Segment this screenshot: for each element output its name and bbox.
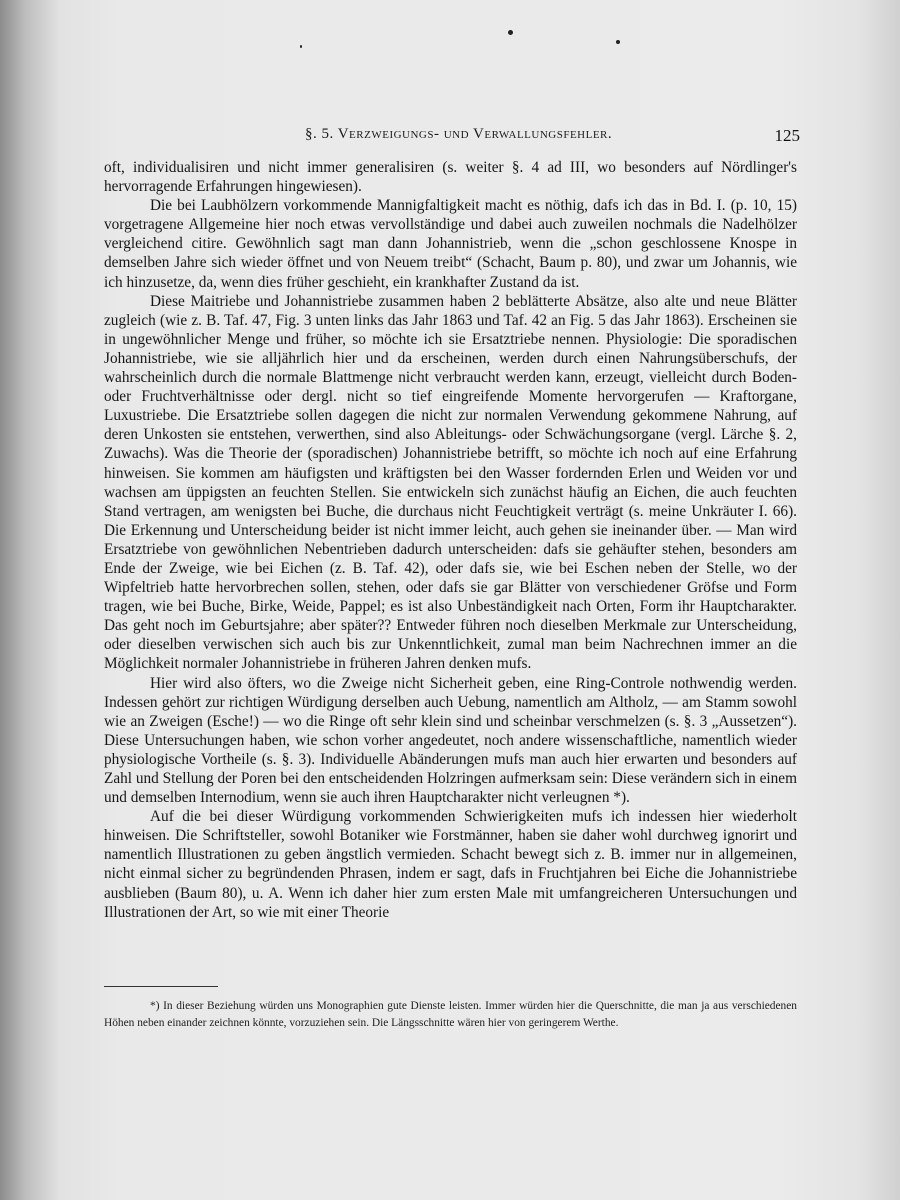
footnote: *) In dieser Beziehung würden uns Monographien gute Dienste leisten. Immer würden hier die Querschnitte, die man ja aus verschiedenen Höhen neben einander zeichnen könnte, vorzuziehen sein. Die Längsschnitte wären hier von geringerem Werthe. xyxy=(104,1000,797,1029)
ink-speck xyxy=(616,40,620,44)
paragraph: oft, individualisiren und nicht immer generalisiren (s. weiter §. 4 ad III, wo besonders auf Nördlinger's hervorragende Erfahrungen hingewiesen). xyxy=(104,159,797,196)
section-title: §. 5. Verzweigungs- und Verwallungsfehler. xyxy=(305,126,613,142)
paragraph: Auf die bei dieser Würdigung vorkommenden Schwierigkeiten mufs ich indessen hier wiederholt hinweisen. Die Schriftsteller, sowohl Botaniker wie Forstmänner, haben sie daher wohl durchweg ignorirt und namentlich Illustrationen zu geben ängstlich vermieden. Schacht bewegt sich z. B. immer nur in allgemeinen, nicht einmal sicher zu begründenden Phrasen, indem er sagt, dafs in Fruchtjahren bei Eiche die Johannistriebe ausblieben (Baum 80), u. A. Wenn ich daher hier zum ersten Male mit umfangreicheren Untersuchungen und Illustrationen der Art, so wie mit einer Theorie xyxy=(104,808,797,921)
body-text xyxy=(104,158,797,922)
footnote-rule xyxy=(104,986,218,987)
running-header xyxy=(100,126,800,148)
ink-speck xyxy=(300,45,302,48)
paragraph: Hier wird also öfters, wo die Zweige nicht Sicherheit geben, eine Ring-Controle nothwendig werden. Indessen gehört zur richtigen Würdigung derselben auch Uebung, namentlich am Altholz, — am Stamm sowohl wie an Zweigen (Esche!) — wo die Ringe oft sehr klein sind und scheinbar verschmelzen (s. §. 3 „Aussetzen“). Diese Untersuchungen haben, wie schon vorher angedeutet, noch andere wissenschaftliche, namentlich wieder physiologische Vortheile (s. §. 3). Individuelle Abänderungen mufs man auch hier erwarten und besonders auf Zahl und Stellung der Poren bei den entscheidenden Holzringen aufmerksam sein: Diese verändern sich in einem und demselben Internodium, wenn sie auch ihren Hauptcharakter nicht verleugnen *). xyxy=(104,674,797,807)
paragraph: Diese Maitriebe und Johannistriebe zusammen haben 2 beblätterte Absätze, also alte und neue Blätter zugleich (wie z. B. Taf. 47, Fig. 3 unten links das Jahr 1863 und Taf. 42 an Fig. 5 das Jahr 1863). Erscheinen sie in ungewöhnlicher Menge und früher, so möchte ich sie Ersatztriebe nennen. Physiologie: Die sporadischen Johannistriebe, wie sie alljährlich hier und da erscheinen, werden durch einen Nahrungsüberschufs, der wahrscheinlich durch die normale Blattmenge nicht verbraucht werden kann, erzeugt, vielleicht durch Boden- oder Fruchtverhältnisse oder dergl. nicht so tief eingreifende Momente hervorgerufen — Kraftorgane, Luxustriebe. Die Ersatztriebe sollen dagegen die nicht zur normalen Verwendung gekommene Nahrung, auf deren Unkosten sie entstehen, verwerthen, sind also Ableitungs- oder Schwächungsorgane (vergl. Lärche §. 2, Zuwachs). Was die Theorie der (sporadischen) Johannistriebe betrifft, so möchte ich noch auf eine Erfahrung hinweisen. Sie kommen am häufigsten und kräftigsten bei den Wasser fordernden Erlen und Weiden vor und wachsen am üppigsten an feuchten Stellen. Sie entwickeln sich zunächst häufig an Eichen, die auch feuchten Stand vertragen, am wenigsten bei Buche, die durchaus nicht Feuchtigkeit verträgt (s. meine Unkräuter I. 66). Die Erkennung und Unterscheidung beider ist nicht immer leicht, auch gehen sie ineinander über. — Man wird Ersatztriebe von gewöhnlichen Nebentrieben dadurch unterscheiden: dafs sie gehäufter stehen, besonders am Ende der Zweige, wie bei Eichen (z. B. Taf. 42), oder dafs sie, wie bei Eschen neben der Stelle, wo der Wipfeltrieb hatte hervorbrechen sollen, stehen, oder dafs sie gar Blätter von verschiedener Gröfse und Form tragen, wie bei Buche, Birke, Weide, Pappel; es ist also Unbeständigkeit nach Orten, Form ihr Hauptcharakter. Das geht noch im Geburtsjahre; aber später?? Entweder führen noch dieselben Merkmale zur Unterscheidung, oder dieselben verwischen sich auch bis zur Unkenntlichkeit, zumal man beim Nachrechnen immer an die Möglichkeit normaler Johannistriebe in früheren Jahren denken mufs. xyxy=(104,292,797,673)
ink-speck xyxy=(508,30,513,35)
page-number: 125 xyxy=(774,126,800,145)
paragraph: Die bei Laubhölzern vorkommende Mannigfaltigkeit macht es nöthig, dafs ich das in Bd. I. (p. 10, 15) vorgetragene Allgemeine hier noch etwas vervollständige und dabei auch zuweilen nochmals die Nadelhölzer vergleichend citire. Gewöhnlich sagt man dann Johannistrieb, wenn die „schon geschlossene Knospe in demselben Jahre sich wieder öffnet und von Neuem treibt“ (Schacht, Baum p. 80), und zwar um Johannis, wie ich hinzusetze, da, wenn dies früher geschieht, ein krankhafter Zustand da ist. xyxy=(104,197,797,291)
